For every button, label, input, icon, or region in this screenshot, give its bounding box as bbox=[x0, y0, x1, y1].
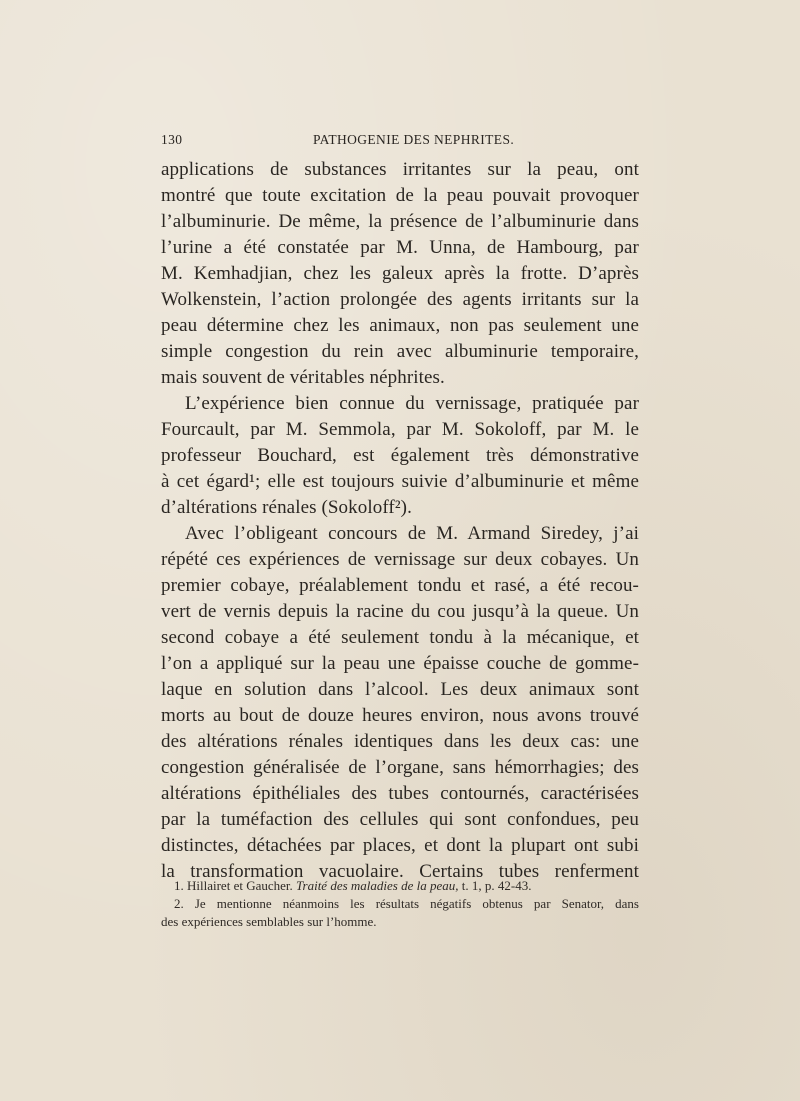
page-number: 130 bbox=[161, 132, 183, 147]
text-line: mais souvent de véritables néphrites. bbox=[161, 367, 445, 388]
text-line: l’on a appliqué sur la peau une épaisse couche de gomme- bbox=[161, 653, 639, 674]
text-line: altérations épithéliales des tubes contournés, caractérisées bbox=[161, 783, 639, 804]
footnote-authors: Hillairet et Gaucher. bbox=[187, 878, 293, 893]
text-line: montré que toute excitation de la peau pouvait provoquer bbox=[161, 185, 639, 206]
text-line: premier cobaye, préalablement tondu et rasé, a été recou- bbox=[161, 575, 639, 596]
footnote-title: Traité des maladies de la peau, bbox=[296, 878, 459, 893]
footnote-2-line-2: des expériences semblables sur l’homme. bbox=[161, 914, 377, 929]
text-line: M. Kemhadjian, chez les galeux après la frotte. D’après bbox=[161, 263, 639, 284]
text-line: congestion généralisée de l’organe, sans hémorrhagies; des bbox=[161, 757, 639, 778]
footnote-1 bbox=[161, 877, 639, 895]
body-text bbox=[161, 157, 639, 885]
footnotes bbox=[161, 877, 639, 931]
text-line: morts au bout de douze heures environ, nous avons trouvé bbox=[161, 705, 639, 726]
text-line: Fourcault, par M. Semmola, par M. Sokoloff, par M. le bbox=[161, 419, 639, 440]
text-line: peau détermine chez les animaux, non pas seulement une bbox=[161, 315, 639, 336]
text-line: l’urine a été constatée par M. Unna, de Hambourg, par bbox=[161, 237, 639, 258]
text-line: la transformation vacuolaire. Certains tubes renferment bbox=[161, 861, 639, 882]
text-line: professeur Bouchard, est également très démonstrative bbox=[161, 445, 639, 466]
running-title: PATHOGENIE DES NEPHRITES. bbox=[313, 132, 515, 147]
text-line: applications de substances irritantes sur la peau, ont bbox=[161, 159, 639, 180]
text-line: répété ces expériences de vernissage sur deux cobayes. Un bbox=[161, 549, 639, 570]
text-line: Wolkenstein, l’action prolongée des agents irritants sur la bbox=[161, 289, 639, 310]
text-line: vert de vernis depuis la racine du cou jusqu’à la queue. Un bbox=[161, 601, 639, 622]
text-line: simple congestion du rein avec albuminurie temporaire, bbox=[161, 341, 639, 362]
footnote-2-line-1: 2. Je mentionne néanmoins les résultats négatifs obtenus par Senator, dans bbox=[174, 896, 639, 911]
running-head bbox=[161, 132, 639, 152]
footnote-marker: 1. bbox=[174, 878, 184, 893]
text-line: d’altérations rénales (Sokoloff²). bbox=[161, 497, 412, 518]
text-line: laque en solution dans l’alcool. Les deux animaux sont bbox=[161, 679, 639, 700]
text-line: second cobaye a été seulement tondu à la mécanique, et bbox=[161, 627, 639, 648]
text-line: l’albuminurie. De même, la présence de l’albuminurie dans bbox=[161, 211, 639, 232]
text-line: des altérations rénales identiques dans les deux cas: une bbox=[161, 731, 639, 752]
text-line: à cet égard¹; elle est toujours suivie d’albuminurie et même bbox=[161, 471, 639, 492]
text-line: Avec l’obligeant concours de M. Armand Siredey, j’ai bbox=[185, 523, 639, 544]
text-line: distinctes, détachées par places, et dont la plupart ont subi bbox=[161, 835, 639, 856]
text-line: par la tuméfaction des cellules qui sont confondues, peu bbox=[161, 809, 639, 830]
text-line: L’expérience bien connue du vernissage, pratiquée par bbox=[185, 393, 639, 414]
footnote-ref: t. 1, p. 42-43. bbox=[461, 878, 532, 893]
